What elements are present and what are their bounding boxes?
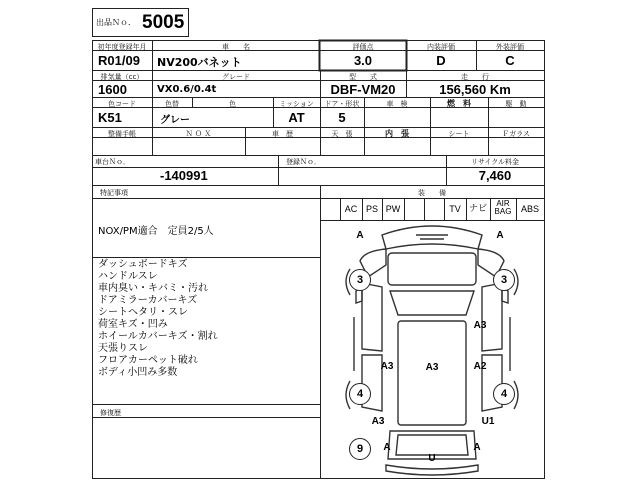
color: グレー: [160, 115, 190, 126]
notes-line: NOX/PM適合 定員2/5人: [98, 226, 214, 237]
chassis-label: 車台Ｎｏ．: [95, 158, 130, 166]
name-label: 車 名: [222, 43, 250, 51]
equip-ac: AC: [344, 204, 358, 214]
equipment-label: 装 備: [418, 189, 446, 197]
color-code-label: 色コード: [108, 100, 136, 108]
manual-label: 整備手帳: [108, 130, 136, 138]
spare-tire: 9: [349, 438, 371, 460]
drive-label: 駆 動: [505, 100, 527, 108]
notes-label: 特記事項: [100, 189, 128, 197]
mission: AT: [288, 110, 305, 125]
seat-label: シート: [448, 130, 470, 138]
glass-label: Ｆガラス: [502, 130, 530, 138]
interior-score-label: 内装評価: [427, 43, 455, 51]
model-code: DBF-VM20: [330, 82, 396, 97]
equip-tv: TV: [449, 204, 461, 214]
mark-bumper-bottom: U: [428, 453, 436, 464]
mark-rear-left: A3: [371, 416, 385, 427]
nox-label: Ｎ Ｏ Ｘ: [185, 130, 212, 138]
mark-rear-right: U1: [481, 416, 495, 427]
chassis-number: -140991: [160, 168, 208, 183]
registration-label: 登録Ｎｏ．: [286, 158, 321, 166]
mark-bumper-right: A: [473, 442, 481, 453]
car-name: NV200バネット: [157, 56, 242, 69]
doors: 5: [338, 110, 346, 125]
equip-airbag: AIR BAG: [494, 199, 512, 217]
remark-item: ボディ小凹み多数: [98, 367, 178, 378]
wheel-rear-left: 4: [349, 383, 371, 405]
mission-label: ミッション: [279, 100, 314, 108]
wheel-front-left: 3: [349, 269, 371, 291]
exterior-score: C: [505, 53, 515, 68]
remark-item: ハンドルスレ: [98, 271, 158, 282]
remark-item: フロアカーペット破れ: [98, 355, 198, 366]
equip-abs: ABS: [520, 204, 539, 214]
color-label: 色: [229, 100, 236, 108]
remark-item: ダッシュボードキズ: [98, 259, 188, 270]
color-code: K51: [98, 110, 122, 125]
displacement-label: 排気量（cc）: [100, 73, 144, 81]
score-label: 評価点: [352, 43, 374, 51]
mark-right-upper: A3: [473, 320, 487, 331]
equip-navi: ナビ: [468, 203, 487, 213]
remark-item: ドアミラーカバーキズ: [98, 295, 198, 306]
interior-score: D: [436, 53, 446, 68]
remark-item: ホイールカバーキズ・割れ: [98, 331, 218, 342]
mileage-label: 走 行: [461, 73, 489, 81]
interior-lining-label: 内 張: [385, 129, 409, 138]
remarks-list: [98, 259, 218, 379]
equip-pw: PW: [385, 204, 401, 214]
fuel-label: 燃 料: [447, 99, 471, 108]
grade-label: グレード: [222, 73, 250, 81]
remark-item: 荷室キズ・凹み: [98, 319, 168, 330]
wheel-front-right: 3: [493, 269, 515, 291]
year-label: 初年度登録年月: [97, 43, 147, 51]
model-label: 型 式: [349, 73, 377, 81]
lot-number-label: 出品Ｎｏ．: [96, 18, 136, 27]
remark-item: 天張りスレ: [98, 343, 148, 354]
mileage: 156,560 Km: [439, 82, 511, 97]
first-registration: R01/09: [98, 53, 140, 68]
mark-front-left: A: [356, 230, 364, 241]
mark-bumper-left: A: [383, 442, 391, 453]
remark-item: 車内臭い・キバミ・汚れ: [98, 283, 208, 294]
mark-left-side: A3: [380, 361, 394, 372]
history-label: 車 歴: [272, 130, 293, 138]
mark-center: A3: [425, 362, 439, 373]
doors-label: ドア・形状: [324, 100, 360, 108]
repair-history-label: 修復歴: [100, 409, 121, 417]
mark-right-side: A2: [473, 361, 487, 372]
wheel-rear-right: 4: [493, 383, 515, 405]
grade: VX0.6/0.4t: [157, 84, 217, 95]
mark-front-right: A: [496, 230, 504, 241]
remark-item: シートヘタリ・スレ: [98, 307, 188, 318]
displacement: 1600: [98, 82, 127, 97]
recycle-label: リサイクル料金: [470, 158, 520, 166]
color-change-label: 色替: [165, 100, 179, 108]
overall-score: 3.0: [353, 53, 373, 68]
inspection-label: 車 検: [386, 100, 408, 108]
exterior-score-label: 外装評価: [496, 43, 524, 51]
recycle-fee: 7,460: [478, 168, 512, 183]
lot-number: 5005: [142, 12, 185, 33]
equip-ps: PS: [365, 204, 378, 214]
sunroof-label: 天 張: [331, 130, 353, 138]
